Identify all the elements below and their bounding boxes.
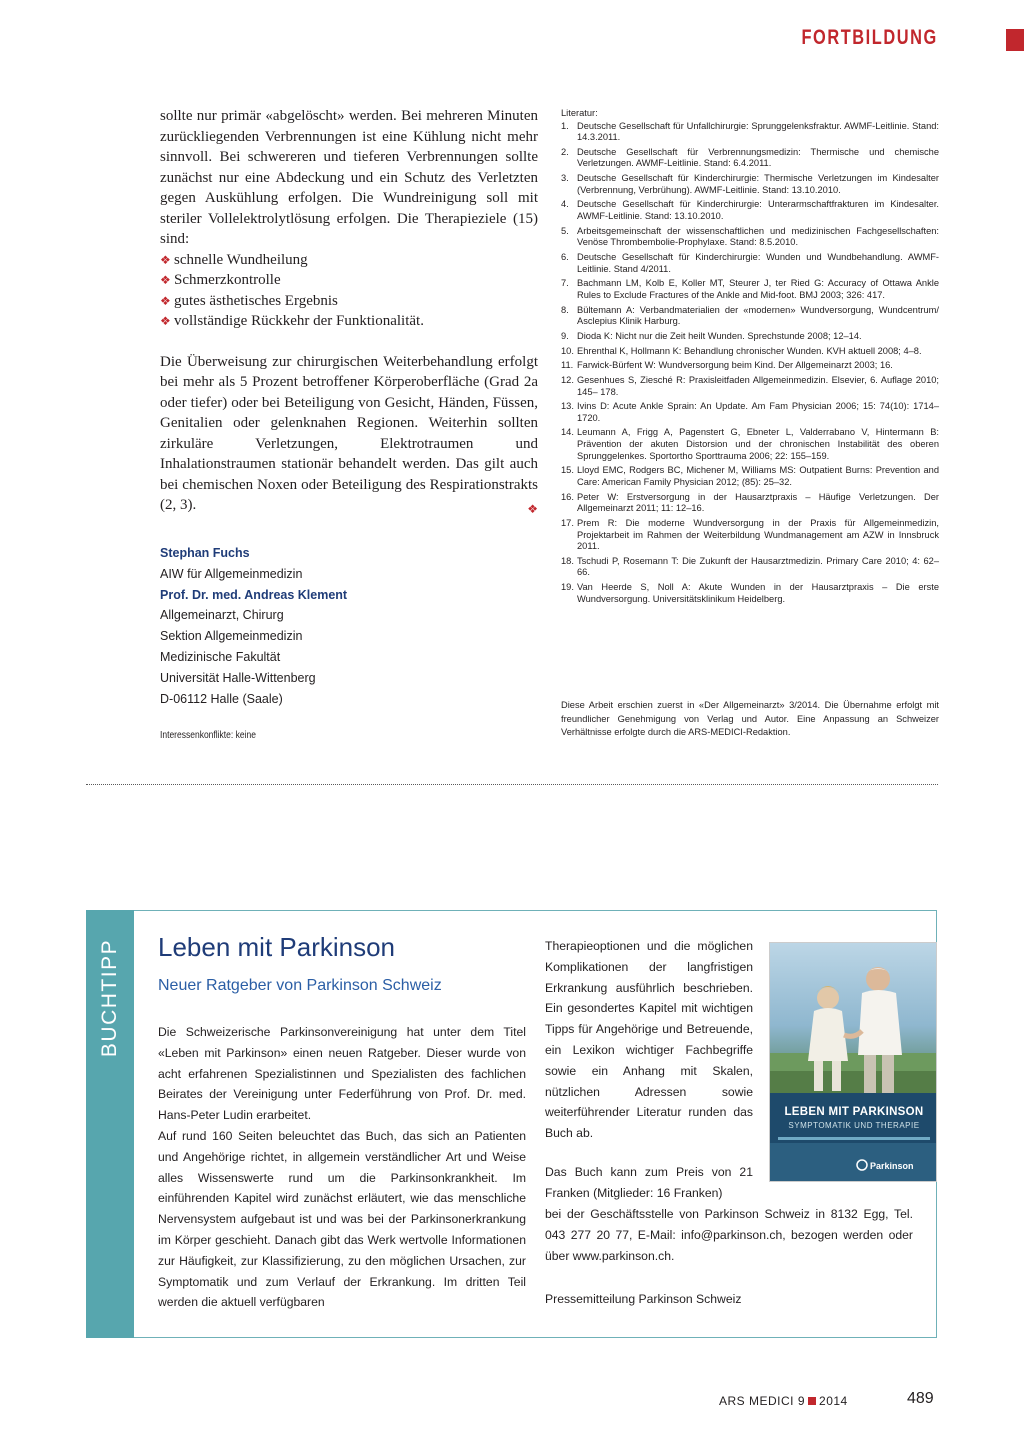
reference-number: 8.: [561, 304, 569, 315]
end-of-article-icon: ❖: [527, 502, 538, 516]
booktip-title: Leben mit Parkinson: [158, 932, 396, 962]
reference-number: 3.: [561, 173, 569, 184]
book-cover-illustration: [770, 943, 937, 1182]
section-label: FORTBILDUNG: [801, 26, 938, 49]
diamond-bullet-icon: ❖: [160, 273, 171, 287]
reference-text: Deutsche Gesellschaft für Kinderchirurgie: Unterarmschaftfrakturen im Kindesalter. AWMF-Leitlinie. Stand: 13.10.2010.: [577, 199, 939, 222]
reference-number: 17.: [561, 517, 574, 528]
reference-text: Deutsche Gesellschaft für Kinderchirurgie: Wunden und Wundbehandlung. AWMF-Leitlinie. Stand 4/2011.: [577, 252, 939, 274]
reference-number: 9.: [561, 330, 569, 341]
publication-footer: ARS MEDICI 9 2014: [719, 1394, 848, 1408]
reference-text: Bültemann A: Verbandmaterialien der «modernen» Wundversorgung, Wundcentrum/ Asclepius Klinik Harburg.: [577, 304, 939, 327]
author-affiliation: Universität Halle-Wittenberg: [160, 670, 316, 685]
reference-text: Tschudi P, Rosemann T: Die Zukunft der Hausarztmedizin. Primary Care 2010; 4: 62–66.: [577, 555, 939, 578]
booktip-order-text: bei der Geschäftsstelle von Parkinson Schweiz in 8132 Egg, Tel. 043 277 20 77, E-Mail: info@parkinson.ch, bezogen werden oder über www.parkinson.ch.: [545, 1207, 913, 1263]
book-cover-subtitle: SYMPTOMATIK UND THERAPIE: [788, 1121, 920, 1130]
reference-number: 7.: [561, 278, 569, 289]
references-list: [561, 108, 939, 608]
reference-text: Lloyd EMC, Rodgers BC, Michener M, Williams MS: Outpatient Burns: Prevention and Care: American Family Physician 2012; (85): 25–32.: [577, 465, 939, 487]
article-paragraph: Die Überweisung zur chirurgischen Weiterbehandlung erfolgt bei mehr als 5 Prozent betroffener Körperoberfläche (Grad 2a oder tiefer) oder bei Beteiligung von Gesicht, Händen, Füssen, Genitalien oder gelenknahen Regionen. Weiterhin sollten zirkuläre Verletzungen, Elektrotraumen und Inhalationstraumen stationär behandelt werden. Das gilt auch bei chemischen Noxen oder Beteiligung des Respirationstrakts (2, 3). ❖: [160, 352, 538, 516]
reference-number: 15.: [561, 465, 574, 476]
book-cover-brand: Parkinson: [870, 1161, 914, 1171]
diamond-bullet-icon: ❖: [160, 293, 171, 308]
author-block: [160, 543, 540, 709]
page-number: 489: [907, 1390, 934, 1407]
reference-item: [561, 252, 939, 275]
reference-item: [561, 556, 939, 579]
diamond-bullet-icon: ❖: [160, 252, 171, 267]
reference-text: Gesenhues S, Ziesché R: Praxisleitfaden Allgemeinmedizin. Elsevier, 6. Auflage 2010; 145– 178.: [577, 374, 939, 397]
book-cover-image: [769, 942, 937, 1182]
author-name: Stephan Fuchs: [160, 546, 250, 560]
footer-square-icon: [808, 1397, 816, 1405]
article-text-column: [160, 106, 538, 520]
reference-item: [561, 518, 939, 553]
booktip-column-left: [158, 1022, 526, 1313]
author-affiliation: AIW für Allgemeinmedizin: [160, 566, 303, 581]
reference-item: [561, 346, 939, 358]
references-label: Literatur:: [561, 108, 598, 118]
section-divider: [86, 784, 938, 785]
reference-text: Deutsche Gesellschaft für Verbrennungsmedizin: Thermische und chemische Verletzungen. AWMF-Leitlinie. Stand: 6.4.2011.: [577, 146, 939, 169]
conflicts-of-interest: Interessenkonflikte: keine: [160, 730, 256, 741]
reference-number: 13.: [561, 401, 574, 412]
list-item: ❖ schnelle Wundheilung: [160, 250, 538, 271]
list-item: ❖ gutes ästhetisches Ergebnis: [160, 291, 538, 312]
reference-item: [561, 331, 939, 343]
reference-number: 5.: [561, 225, 569, 236]
reference-text: Bachmann LM, Kolb E, Koller MT, Steurer J, ter Ried G: Accuracy of Ottawa Ankle Rules to Exclude Fractures of the Ankle and Mid-foot. BMJ 2003; 326: 417.: [577, 278, 939, 300]
reference-item: [561, 199, 939, 222]
list-item: ❖ Schmerzkontrolle: [160, 270, 538, 291]
reference-text: Farwick-Bürfent W: Wundversorgung beim Kind. Der Allgemeinarzt 2003; 16.: [577, 360, 893, 371]
reference-item: [561, 121, 939, 144]
reference-item: [561, 360, 939, 372]
reference-text: Arbeitsgemeinschaft der wissenschaftlichen und medizinischen Fachgesellschaften: Venöse Thrombembolie-Prophylaxe. Stand: 8.5.2010.: [577, 225, 939, 248]
reference-number: 1.: [561, 120, 569, 131]
booktip-paragraph: Auf rund 160 Seiten beleuchtet das Buch, das sich an Patienten und Angehörige richtet, in allgemein verständlicher Art und Weise alles Wissenswerte rund um die Parkinsonkrankheit. Im einführenden Kapitel wird zunächst erläutert, wie das menschliche Nervensystem aufgebaut ist und was bei der Parkinsonerkrankung im Körper geschieht. Danach gibt das Werk wertvolle Informationen zur Häufigkeit, zur Klassifizierung, zu den möglichen Ursachen, zur Symptomatik und zum Verlauf der Erkrankung. Im dritten Teil werden die aktuell verfügbaren: [158, 1128, 526, 1310]
reference-item: [561, 375, 939, 398]
article-paragraph: sollte nur primär «abgelöscht» werden. Bei mehreren Minuten zurückliegenden Verbrennungen ist eine Kühlung nicht mehr sinnvoll. Bei schwereren und tieferen Verbrennungen sollte zunächst nur eine Abdeckung und ein Schutz des Verletzten gegen Auskühlung erfolgen. Die Wundreinigung soll mit steriler Vollelektrolytlösung erfolgen. Die Therapieziele (15) sind:: [160, 108, 538, 247]
author-name: Prof. Dr. med. Andreas Klement: [160, 587, 348, 602]
reference-text: Dioda K: Nicht nur die Zeit heilt Wunden. Sprechstunde 2008; 12–14.: [577, 330, 862, 341]
reference-item: [561, 401, 939, 424]
book-cover-title: LEBEN MIT PARKINSON: [784, 1106, 924, 1118]
author-affiliation: D-06112 Halle (Saale): [160, 691, 283, 706]
reference-item: [561, 226, 939, 249]
booktip-column-right: [545, 936, 753, 1144]
reference-item: [561, 173, 939, 196]
publication-note: Diese Arbeit erschien zuerst in «Der Allgemeinarzt» 3/2014. Die Übernahme erfolgt mit freundlicher Genehmigung von Verlag und Autor. Eine Anpassung an Schweizer Verhältnisse erfolgte durch die ARS-MEDICI-Redaktion.: [561, 700, 939, 737]
reference-number: 6.: [561, 252, 569, 262]
reference-number: 19.: [561, 582, 574, 593]
booktip-subtitle: Neuer Ratgeber von Parkinson Schweiz: [158, 977, 442, 994]
reference-text: Ivins D: Acute Ankle Sprain: An Update. Am Fam Physician 2006; 15: 74(10): 1714–1720.: [577, 401, 939, 423]
reference-text: Deutsche Gesellschaft für Unfallchirurgie: Sprunggelenksfraktur. AWMF-Leitlinie. Stand: 14.3.2011.: [577, 120, 939, 143]
reference-item: [561, 427, 939, 462]
reference-item: [561, 582, 939, 605]
reference-number: 4.: [561, 199, 569, 210]
reference-item: [561, 305, 939, 328]
reference-number: 14.: [561, 427, 574, 438]
diamond-bullet-icon: ❖: [160, 314, 171, 328]
reference-item: [561, 465, 939, 488]
reference-text: Ehrenthal K, Hollmann K: Behandlung chronischer Wunden. KVH aktuell 2008; 4–8.: [577, 345, 922, 356]
list-item: ❖ vollständige Rückkehr der Funktionalität.: [160, 311, 538, 332]
reference-number: 10.: [561, 345, 574, 356]
booktip-label: BUCHTIPP: [98, 938, 121, 1058]
therapy-goals-list: [160, 250, 538, 332]
booktip-paragraph: Die Schweizerische Parkinsonvereinigung hat unter dem Titel «Leben mit Parkinson» einen neuen Ratgeber. Dieser wurde von acht erfahrenen Spezialistinnen und Spezialisten des fachlichen Beirates der Vereinigung unter Federführung von Prof. Dr. med. Hans-Peter Ludin erarbeitet.: [158, 1025, 526, 1123]
reference-text: Peter W: Erstversorgung in der Hausarztpraxis – Häufige Verletzungen. Der Allgemeinarzt 2011; 11: 12–16.: [577, 491, 939, 514]
reference-text: Prem R: Die moderne Wundversorgung in der Praxis für Allgemeinmedizin, Projektarbeit im Rahmen der Weiterbildung Wundmanagement am AZW in Innsbruck 2011.: [577, 517, 939, 552]
booktip-paragraph: Therapieoptionen und die möglichen Komplikationen der langfristigen Erkrankung ausführlich beschrieben. Ein gesondertes Kapitel mit wichtigen Tipps für Angehörige und Betreuende, ein Lexikon wichtiger Fachbegriffe sowie ein Anhang mit Skalen, nützlichen Adressen sowie weiterführender Literatur runden das Buch ab.: [545, 939, 753, 1141]
author-affiliation: Allgemeinarzt, Chirurg: [160, 608, 284, 623]
reference-text: Van Heerde S, Noll A: Akute Wunden in der Hausarztpraxis – Die erste Wundversorgung. Universitätsklinikum Heidelberg.: [577, 582, 939, 604]
booktip-price-text: Das Buch kann zum Preis von 21 Franken (Mitglieder: 16 Franken): [545, 1165, 753, 1200]
reference-item: [561, 278, 939, 301]
author-affiliation: Sektion Allgemeinmedizin: [160, 629, 303, 644]
reference-text: Deutsche Gesellschaft für Kinderchirurgie: Thermische Verletzungen im Kindesalter (Verbrennung, Verbrühung). AWMF-Leitlinie. Stand: 13.10.2010.: [577, 173, 939, 195]
reference-number: 11.: [561, 360, 574, 371]
reference-item: [561, 492, 939, 515]
press-release-credit: Pressemitteilung Parkinson Schweiz: [545, 1292, 742, 1306]
reference-number: 2.: [561, 146, 569, 157]
author-affiliation: Medizinische Fakultät: [160, 649, 281, 664]
reference-number: 12.: [561, 374, 574, 385]
reference-number: 16.: [561, 491, 574, 502]
reference-text: Leumann A, Frigg A, Pagenstert G, Ebneter L, Valderrabano V, Hintermann B: Prävention der akuten Distorsion und der chronischen Instabilität des oberen Sprunggelenkes. Sportortho Sporttrauma 2006; 22: 155–159.: [577, 427, 939, 461]
reference-item: [561, 147, 939, 170]
section-marker: [1006, 29, 1024, 51]
reference-number: 18.: [561, 555, 574, 566]
